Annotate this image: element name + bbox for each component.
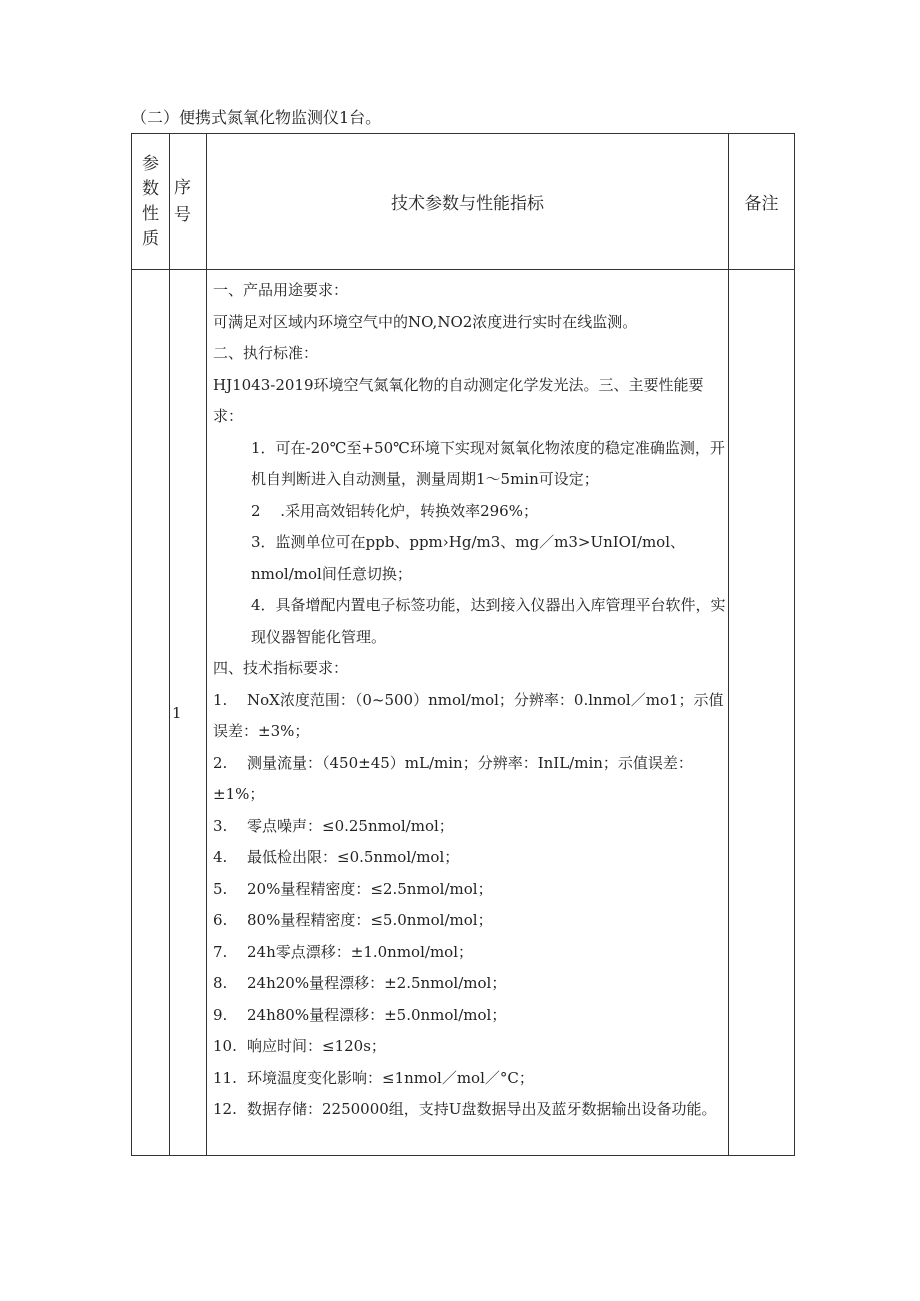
spec-table bbox=[131, 133, 795, 1156]
header-tech-specs: 技术参数与性能指标 bbox=[207, 134, 729, 270]
spec-item bbox=[213, 968, 726, 1000]
spec-item-number: 6. bbox=[213, 911, 228, 929]
paragraph: 4．具备增配内置电子标签功能，达到接入仪器出入库管理平台软件，实现仪器智能化管理。 bbox=[251, 596, 726, 646]
spec-item-number: 5. bbox=[213, 879, 228, 898]
spec-item-number: 7. bbox=[213, 942, 228, 961]
spec-item bbox=[213, 811, 726, 843]
spec-item bbox=[213, 937, 726, 969]
spec-item-number: 11. bbox=[213, 1068, 237, 1087]
spec-item bbox=[213, 905, 726, 937]
header-param-nature bbox=[132, 134, 170, 270]
spec-item-number: 2. bbox=[213, 753, 228, 772]
header-seq-char: 号 bbox=[174, 204, 191, 225]
spec-item-number: 12. bbox=[213, 1100, 237, 1118]
paragraph: HJ1043-2019环境空气氮氧化物的自动测定化学发光法。三、主要性能要求： bbox=[213, 375, 704, 425]
spec-item bbox=[213, 1094, 726, 1126]
spec-item-number: 1. bbox=[213, 690, 228, 709]
spec-item-text: 24h80%量程漂移：±5.0nmol/mol； bbox=[247, 1005, 507, 1024]
paragraph: 3．监测单位可在ppb、ppm›Hg/m3、mg／m3>UnIOI/mol、nmol/mol间任意切换； bbox=[251, 533, 685, 583]
paragraph: 2 .采用高效铝转化炉，转换效率296%； bbox=[251, 501, 538, 520]
spec-item-text: 环境温度变化影响：≤1nmol／mol／°C； bbox=[247, 1068, 534, 1087]
header-param-nature-char: 数 bbox=[142, 178, 159, 199]
spec-item-text: NoX浓度范围：（0~500）nmol/mol；分辨率：0.lnmol／mo1；示值误差：±3%； bbox=[213, 690, 724, 740]
cell-tech-specs bbox=[207, 270, 729, 1156]
section-heading: （二）便携式氮氧化物监测仪1台。 bbox=[131, 108, 382, 127]
spec-item bbox=[213, 1031, 726, 1063]
paragraph: 二、执行标准： bbox=[213, 344, 319, 362]
paragraph: 一、产品用途要求： bbox=[213, 281, 349, 299]
spec-item-text: 零点噪声：≤0.25nmol/mol； bbox=[247, 816, 454, 835]
paragraph: 可满足对区域内环境空气中的NO,NO2浓度进行实时在线监测。 bbox=[213, 312, 638, 331]
header-seq-char: 序 bbox=[174, 177, 191, 198]
spec-item-number: 10. bbox=[213, 1037, 237, 1055]
spec-item-text: 最低检出限：≤0.5nmol/mol； bbox=[247, 848, 460, 866]
spec-item-text: 20%量程精密度：≤2.5nmol/mol； bbox=[247, 879, 493, 898]
spec-item-number: 9. bbox=[213, 1005, 228, 1024]
spec-item-text: 24h20%量程漂移：±2.5nmol/mol； bbox=[247, 974, 507, 992]
paragraph: 1．可在-20℃至+50℃环境下实现对氮氧化物浓度的稳定准确监测，开机自判断进入自动测量，测量周期1～5min可设定； bbox=[251, 438, 725, 488]
spec-item bbox=[213, 685, 726, 748]
header-row bbox=[132, 134, 795, 270]
spec-item bbox=[213, 842, 726, 874]
spec-item-text: 测量流量：（450±45）mL/min；分辨率：InIL/min；示值误差：±1%； bbox=[213, 753, 693, 803]
spec-item-number: 4. bbox=[213, 848, 228, 866]
spec-item-number: 3. bbox=[213, 816, 228, 835]
spec-item-text: 80%量程精密度：≤5.0nmol/mol； bbox=[247, 911, 493, 929]
spec-item-text: 响应时间：≤120s； bbox=[247, 1037, 386, 1055]
header-param-nature-char: 性 bbox=[142, 203, 159, 224]
header-seq bbox=[170, 134, 207, 270]
table-row bbox=[132, 270, 795, 1156]
paragraph: 四、技术指标要求： bbox=[213, 659, 349, 677]
spec-item-number: 8. bbox=[213, 974, 228, 992]
spec-item bbox=[213, 1000, 726, 1032]
header-remarks: 备注 bbox=[729, 134, 795, 270]
spec-item bbox=[213, 874, 726, 906]
cell-remarks bbox=[729, 270, 795, 1156]
spec-item bbox=[213, 748, 726, 811]
cell-param-nature bbox=[132, 270, 170, 1156]
header-param-nature-char: 参 bbox=[142, 153, 159, 174]
spec-item-text: 数据存储：2250000组，支持U盘数据导出及蓝牙数据输出设备功能。 bbox=[247, 1100, 717, 1118]
cell-seq-number: 1 bbox=[170, 270, 207, 1156]
header-param-nature-char: 质 bbox=[142, 228, 159, 249]
spec-item-text: 24h零点漂移：±1.0nmol/mol； bbox=[247, 942, 473, 961]
spec-item bbox=[213, 1063, 726, 1095]
